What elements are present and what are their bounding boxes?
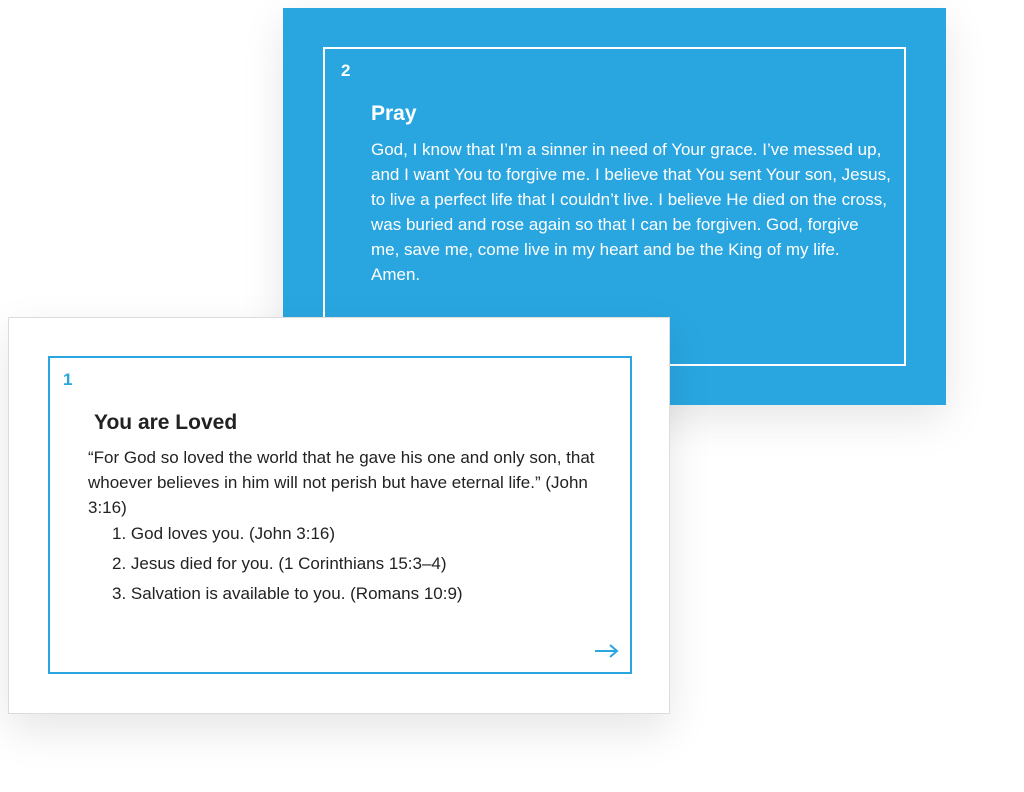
card-number: 1 [63,370,73,389]
card-title: Pray [371,102,417,125]
loved-card-frame [48,356,632,674]
arrow-right-icon[interactable] [594,640,620,664]
points-list [112,521,463,611]
scripture-quote: “For God so loved the world that he gave his one and only son, that whoever believes in him will not perish but have eternal life.” (John 3:16) [88,448,595,517]
list-item: 3. Salvation is available to you. (Romans 10:9) [112,584,463,603]
list-item: 1. God loves you. (John 3:16) [112,524,336,543]
prayer-text: God, I know that I’m a sinner in need of Your grace. I’ve messed up, and I want You to forgive me. I believe that You sent Your son, Jesus, to live a perfect life that I couldn’t live. I believe He died on the cross, was buried and rose again so that I can be forgiven. God, forgive me, save me, come live in my heart and be the King of my life. Amen. [371,140,891,284]
list-item: 2. Jesus died for you. (1 Corinthians 15:3–4) [112,554,447,573]
card-title: You are Loved [94,411,238,434]
loved-card [8,317,670,714]
card-number: 2 [341,61,351,80]
